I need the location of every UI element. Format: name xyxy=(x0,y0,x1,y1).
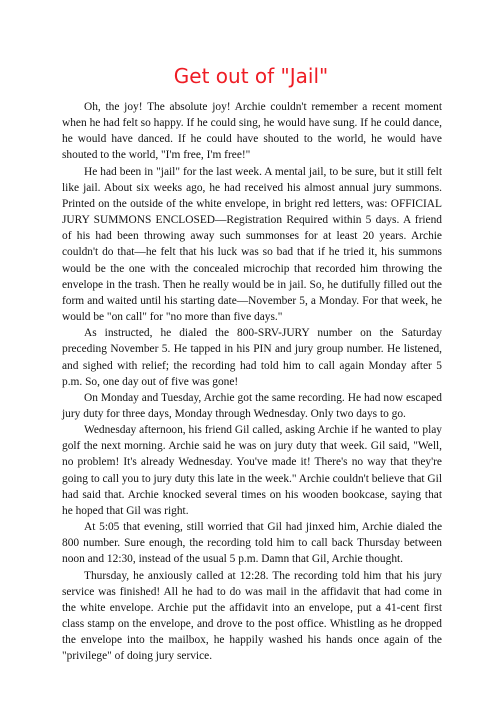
paragraph: Wednesday afternoon, his friend Gil called, asking Archie if he wanted to play golf the next morning. Archie said he was on jury duty that week. Gil said, "Well, no problem! It's already Wednesday. You've made it! There's no way that they're going to call you to jury duty this late in the week." Archie couldn't believe that Gil had said that. Archie knocked several times on his wooden bookcase, saying that he hoped that Gil was right. xyxy=(62,424,442,517)
paragraph: As instructed, he dialed the 800-SRV-JURY number on the Saturday preceding November 5. He tapped in his PIN and jury group number. He listened, and sighed with relief; the recording had told him to call again Monday after 5 p.m. So, one day out of five was gone! xyxy=(62,327,442,388)
story-title: Get out of "Jail" xyxy=(173,64,329,88)
paragraph: Thursday, he anxiously called at 12:28. The recording told him that his jury service was finished! All he had to do was mail in the affidavit that had come in the white envelope. Archie put the affidavit into an envelope, put a 41-cent first class stamp on the envelope, and drove to the post office. Whistling as he dropped the envelope into the mailbox, he happily washed his hands once again of the "privilege" of doing jury service. xyxy=(62,569,442,663)
paragraph: He had been in "jail" for the last week. A mental jail, to be sure, but it still felt like jail. About six weeks ago, he had received his almost annual jury summons. Printed on the outside of the white envelope, in bright red letters, was: OFFICIAL JURY SUMMONS ENCLOSED—Registration Required within 5 days. A friend of his had been throwing away such summonses for at least 20 years. Archie couldn't do that—he felt that his luck was so bad that if he tried it, his summons would be the one with the concealed microchip that recorded him throwing the envelope in the trash. Then he really would be in jail. So, he dutifully filled out the form and waited until his starting date—November 5, a Monday. For that week, he would be "on call" for "no more than five days." xyxy=(62,165,442,324)
story-body xyxy=(62,99,442,664)
paragraph: At 5:05 that evening, still worried that Gil had jinxed him, Archie dialed the 800 number. Sure enough, the recording told him to call back Thursday between noon and 12:30, instead of the usual 5 p.m. Damn that Gil, Archie thought. xyxy=(62,521,442,566)
paragraph: Oh, the joy! The absolute joy! Archie couldn't remember a recent moment when he had felt so happy. If he could sing, he would have sung. If he could dance, he would have danced. If he could have shouted to the world, he would have shouted to the world, "I'm free, I'm free!" xyxy=(62,101,442,162)
paragraph: On Monday and Tuesday, Archie got the same recording. He had now escaped jury duty for three days, Monday through Wednesday. Only two days to go. xyxy=(62,391,442,420)
